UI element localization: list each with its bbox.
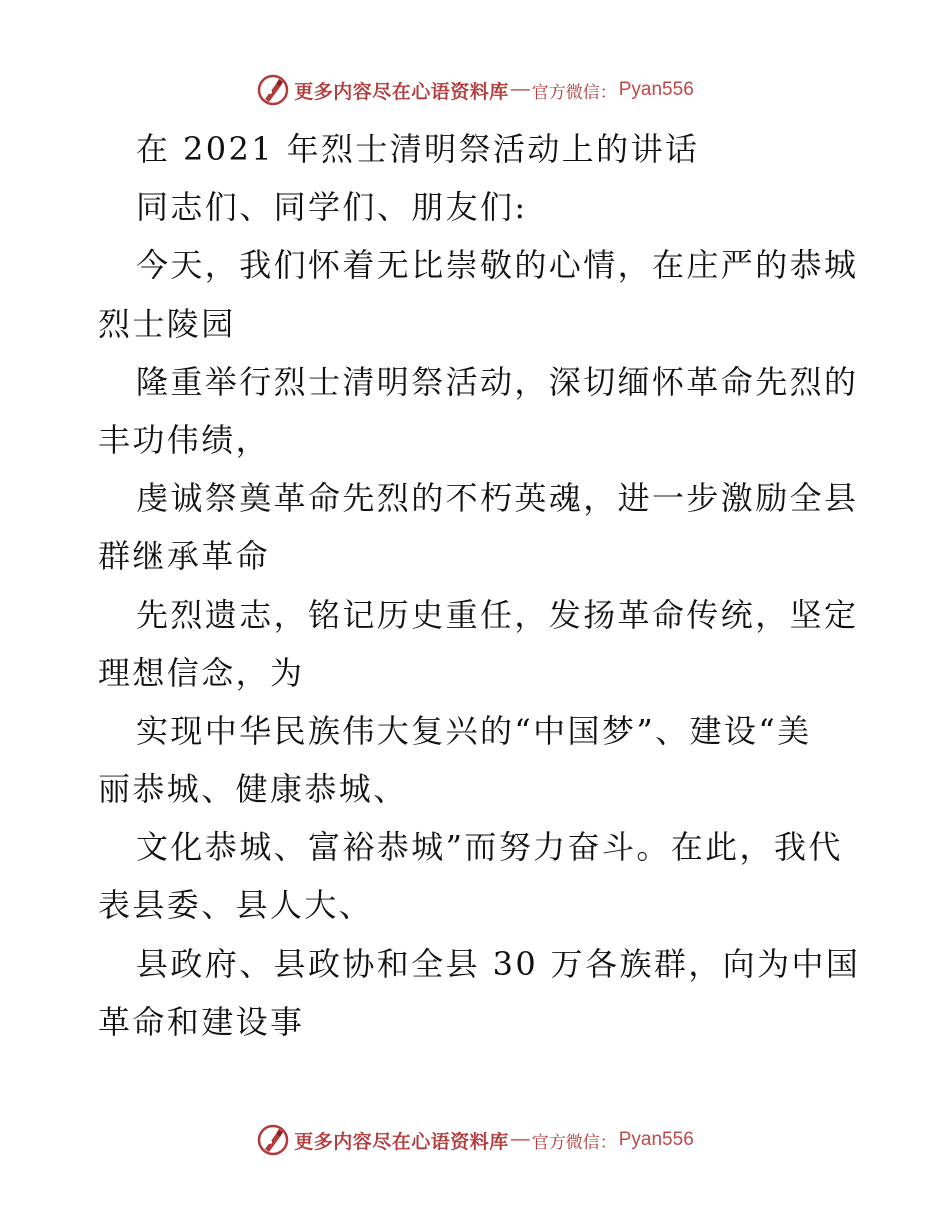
text-line: 实现中华民族伟大复兴的“中国梦”、建设“美 [136,711,812,750]
document-title: 在 2021 年烈士清明祭活动上的讲话 [136,130,700,168]
banner-dash: — [510,79,530,100]
banner-site-text: 更多内容尽在心语资料库 [294,80,509,103]
text-line: 先烈遗志，铭记历史重任，发扬革命传统，坚定 [136,595,859,634]
document-salutation: 同志们、同学们、朋友们: [136,188,528,227]
text-line: 群继承革命 [98,537,271,576]
header-watermark-banner [0,70,950,110]
speech-document-body [98,120,861,1051]
text-line: 表县委、县人大、 [98,886,374,925]
banner-dash: — [510,1129,530,1150]
text-line: 隆重举行烈士清明祭活动，深切缅怀革命先烈的 [136,362,859,401]
pen-logo-icon [256,1123,290,1157]
text-line: 县政府、县政协和全县 30 万各族群，向为中国 [136,944,861,983]
text-line: 文化恭城、富裕恭城”而努力奋斗。在此，我代 [136,828,843,867]
banner-wechat-id: Pyan556 [618,1129,694,1150]
banner-wechat-id: Pyan556 [618,79,694,100]
text-line: 烈士陵园 [98,304,236,343]
text-line: 虔诚祭奠革命先烈的不朽英魂，进一步激励全县 [136,479,859,518]
footer-watermark-banner [0,1120,950,1160]
text-line: 今天，我们怀着无比崇敬的心情，在庄严的恭城 [136,246,859,285]
banner-site-text: 更多内容尽在心语资料库 [294,1130,509,1153]
text-line: 理想信念，为 [98,653,305,692]
text-line: 丰功伟绩， [98,420,271,459]
banner-wechat-label: 官方微信： [531,82,617,103]
pen-logo-icon [256,73,290,107]
text-line: 丽恭城、健康恭城、 [98,770,408,809]
banner-wechat-label: 官方微信： [531,1132,617,1153]
text-line: 革命和建设事 [98,1002,305,1041]
